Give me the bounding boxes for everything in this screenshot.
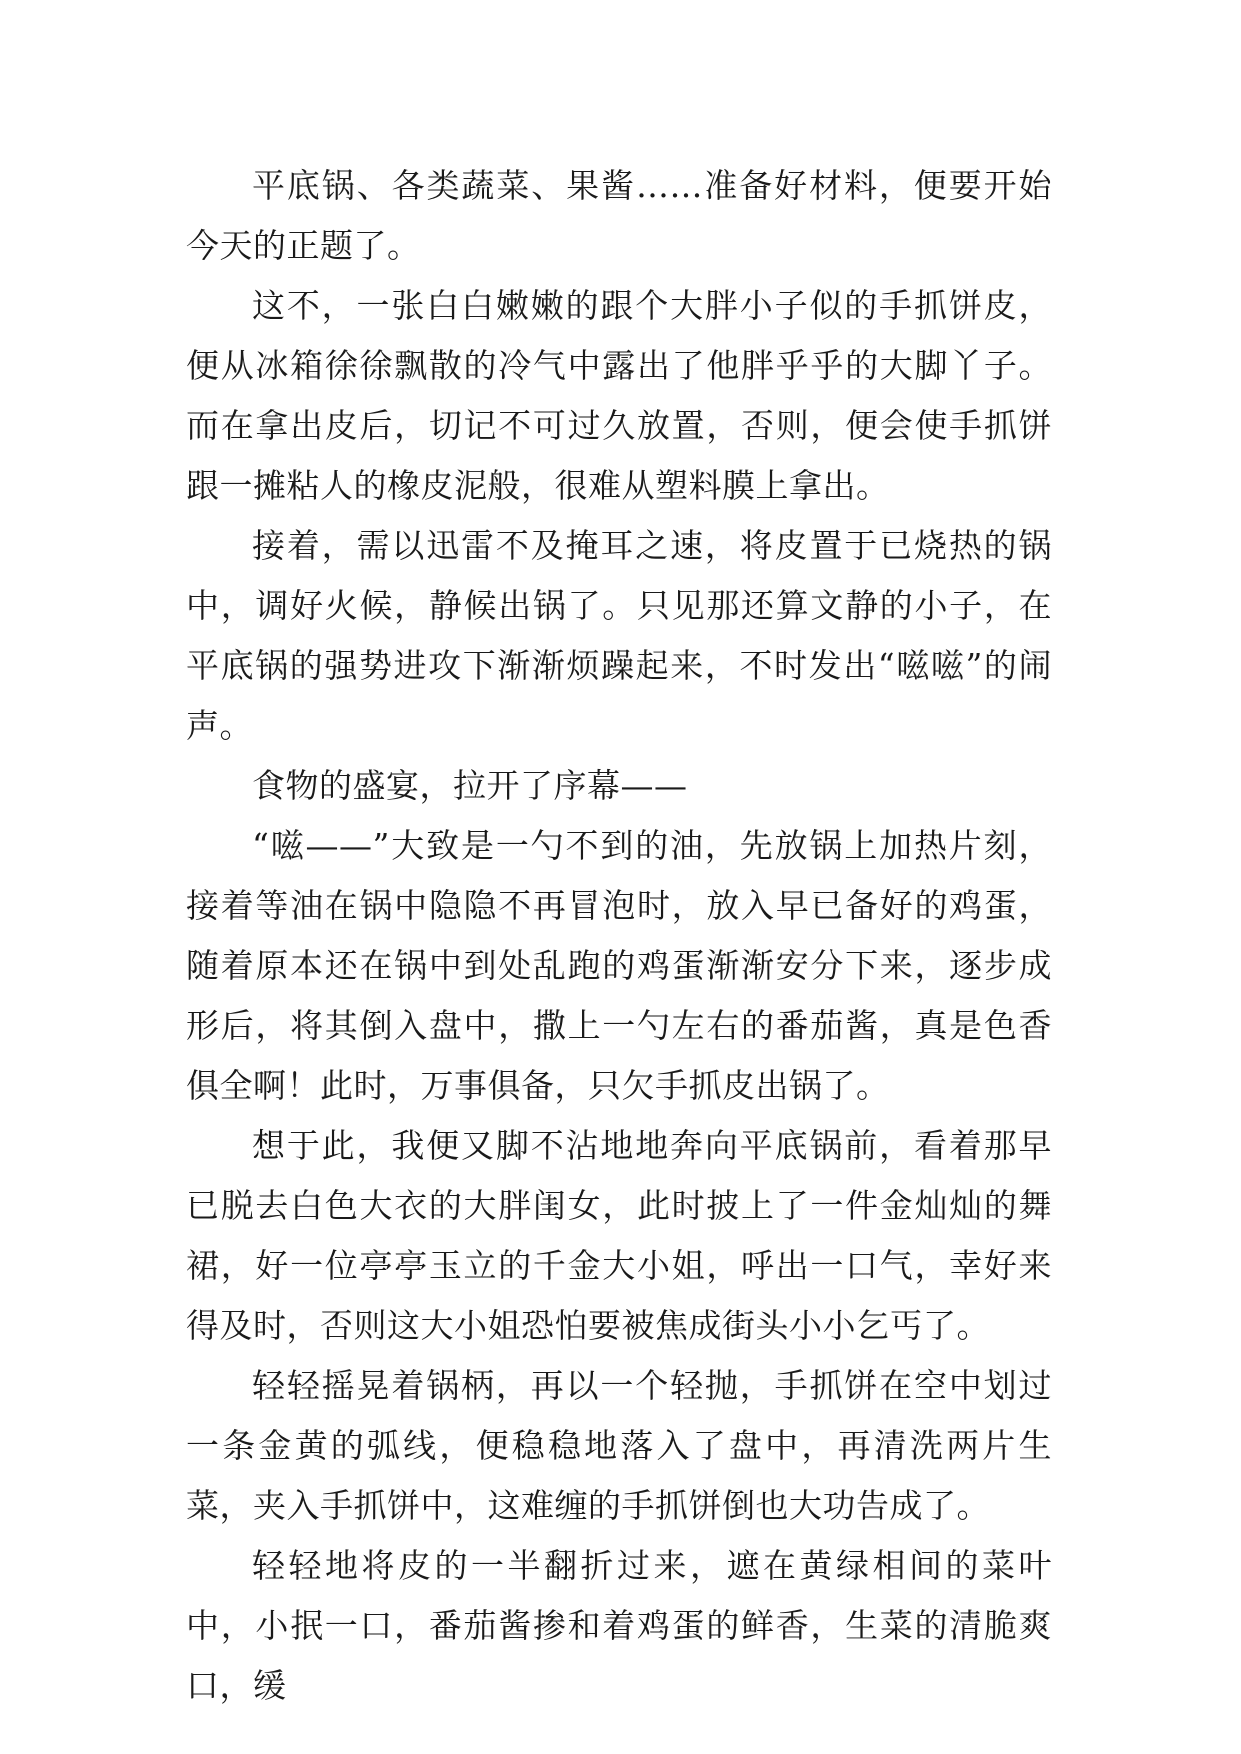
paragraph: 轻轻摇晃着锅柄，再以一个轻抛，手抓饼在空中划过一条金黄的弧线，便稳稳地落入了盘中，再清洗两片生菜，夹入手抓饼中，这难缠的手抓饼倒也大功告成了。	[186, 1366, 1052, 1525]
paragraph: 平底锅、各类蔬菜、果酱……准备好材料，便要开始今天的正题了。	[186, 166, 1052, 265]
paragraph: 这不，一张白白嫩嫩的跟个大胖小子似的手抓饼皮，便从冰箱徐徐飘散的冷气中露出了他胖乎乎的大脚丫子。而在拿出皮后，切记不可过久放置，否则，便会使手抓饼跟一摊粘人的橡皮泥般，很难从塑料膜上拿出。	[186, 286, 1052, 505]
paragraph: 接着，需以迅雷不及掩耳之速，将皮置于已烧热的锅中，调好火候，静候出锅了。只见那还算文静的小子，在平底锅的强势进攻下渐渐烦躁起来，不时发出“嗞嗞”的闹声。	[186, 526, 1052, 745]
paragraph: 想于此，我便又脚不沾地地奔向平底锅前，看着那早已脱去白色大衣的大胖闺女，此时披上了一件金灿灿的舞裙，好一位亭亭玉立的千金大小姐，呼出一口气，幸好来得及时，否则这大小姐恐怕要被焦成街头小小乞丐了。	[186, 1126, 1052, 1345]
paragraph: 轻轻地将皮的一半翻折过来，遮在黄绿相间的菜叶中，小抿一口，番茄酱掺和着鸡蛋的鲜香，生菜的清脆爽口，缓	[186, 1546, 1052, 1705]
document-page	[186, 156, 1052, 1716]
paragraph: “嗞——”大致是一勺不到的油，先放锅上加热片刻，接着等油在锅中隐隐不再冒泡时，放入早已备好的鸡蛋，随着原本还在锅中到处乱跑的鸡蛋渐渐安分下来，逐步成形后，将其倒入盘中，撒上一勺左右的番茄酱，真是色香俱全啊！此时，万事俱备，只欠手抓皮出锅了。	[186, 826, 1052, 1105]
paragraph: 食物的盛宴，拉开了序幕——	[252, 766, 688, 805]
